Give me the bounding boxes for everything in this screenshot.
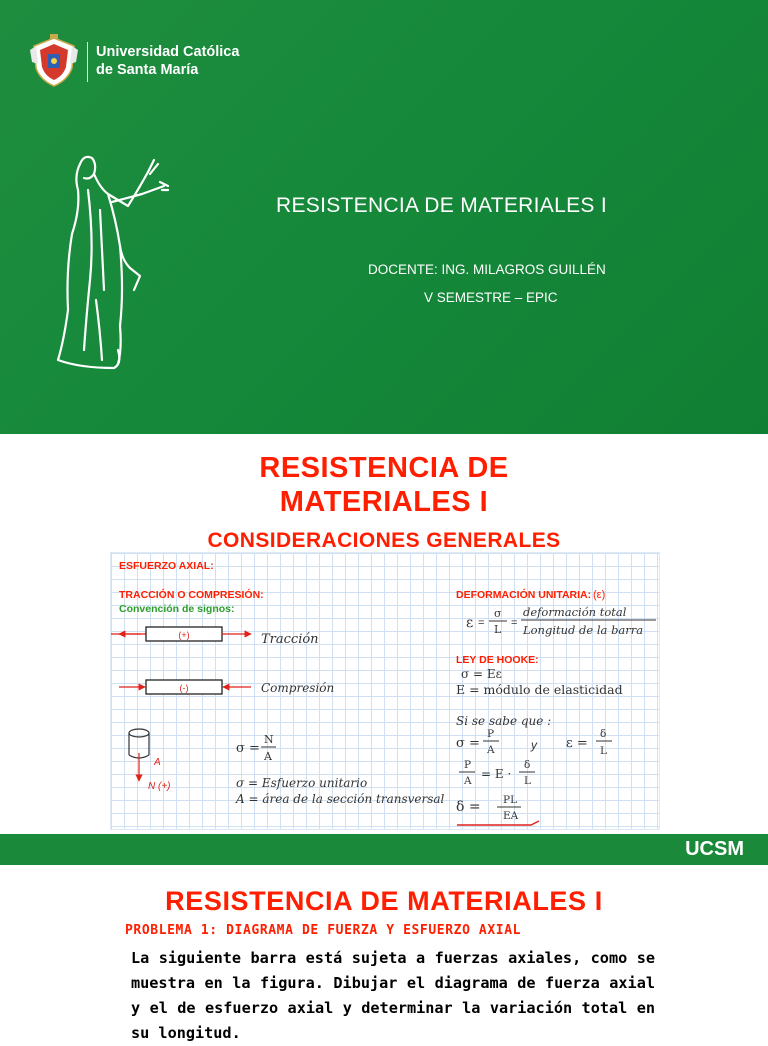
frac-l2: L: [524, 775, 531, 787]
instructor-label: DOCENTE: ING. MILAGROS GUILLÉN: [368, 262, 606, 277]
frac-delta2: δ: [524, 759, 531, 771]
logo-divider: [87, 42, 88, 82]
frac-sigma: σ: [494, 607, 502, 620]
general-considerations-slide: [0, 434, 768, 865]
slide-title-line1: RESISTENCIA DE: [259, 452, 509, 484]
label-convencion-signos: Convención de signos:: [119, 603, 235, 615]
semester-label: V SEMESTRE – EPIC: [424, 290, 558, 305]
eps-lhs: ε =: [566, 736, 588, 751]
slide-subtitle: CONSIDERACIONES GENERALES: [207, 529, 561, 552]
frac-delta1: δ: [600, 728, 607, 740]
problem-statement: La siguiente barra está sujeta a fuerzas axiales, como se muestra en la figura. Dibujar el diagrama de fuerza axial y el de esfuerzo axial y determinar la variación total en su longitud.: [131, 949, 655, 1042]
presentation-title: RESISTENCIA DE MATERIALES I: [276, 194, 607, 217]
deformacion-total: deformación total: [523, 605, 627, 619]
problem-heading: PROBLEMA 1: DIAGRAMA DE FUERZA Y ESFUERZO AXIAL: [125, 923, 522, 938]
deformacion-symbol: (ε): [593, 589, 606, 601]
hooke-equation: σ = Eε: [461, 667, 502, 681]
label-deformacion-unitaria: DEFORMACIÓN UNITARIA:: [456, 589, 592, 601]
frac-p2: P: [464, 759, 472, 771]
notes-canvas: [111, 553, 661, 831]
tension-sign: (+): [178, 630, 190, 640]
normal-force-label: N (+): [148, 781, 171, 792]
university-crest-icon: [26, 34, 82, 90]
frac-ea: EA: [503, 810, 519, 822]
handwritten-notes-panel: [110, 552, 660, 830]
sigma-na-lhs: σ =: [236, 741, 260, 756]
title-slide: [0, 0, 768, 434]
area-label-a: A: [154, 757, 161, 768]
frac-a2: A: [464, 775, 472, 787]
university-name-line2: de Santa María: [96, 62, 199, 78]
eq-sign-1: =: [478, 617, 485, 629]
si-se-sabe: Si se sabe que :: [456, 714, 552, 728]
conj-y: y: [531, 738, 537, 752]
university-name-line1: Universidad Católica: [96, 44, 240, 60]
frac-n: N: [264, 733, 274, 746]
frac-a: A: [264, 750, 272, 763]
traccion-label: Tracción: [261, 632, 319, 647]
frac-l: L: [494, 623, 502, 636]
esfuerzo-unitario-def: σ = Esfuerzo unitario: [236, 776, 368, 790]
underline-mark: [457, 821, 539, 825]
label-esfuerzo-axial: ESFUERZO AXIAL:: [119, 560, 214, 572]
compression-sign: (-): [179, 683, 189, 693]
frac-l1: L: [600, 745, 607, 757]
compresion-label: Compresión: [261, 681, 335, 695]
frac-pl: PL: [503, 794, 518, 806]
modulo-elasticidad: E = módulo de elasticidad: [456, 682, 623, 697]
problem-slide: [0, 865, 768, 1042]
label-traccion-compresion: TRACCIÓN O COMPRESIÓN:: [119, 589, 264, 601]
frac-p1: P: [487, 728, 495, 740]
footer-bar: [0, 834, 768, 865]
sigma-pa-lhs: σ =: [456, 736, 480, 751]
footer-logo: UCSM: [685, 838, 744, 860]
eq-e-dot: = E ·: [481, 767, 512, 781]
university-name: [96, 43, 239, 79]
frac-a1: A: [487, 744, 495, 756]
area-seccion-def: A = área de la sección transversal: [236, 792, 445, 806]
slide-title: RESISTENCIA DE MATERIALES I: [165, 886, 603, 916]
label-ley-hooke: LEY DE HOOKE:: [456, 654, 539, 666]
delta-lhs: δ =: [456, 799, 481, 815]
eq-sign-2: =: [511, 617, 518, 629]
slide-title-line2: MATERIALES I: [279, 486, 489, 518]
longitud-barra: Longitud de la barra: [523, 623, 644, 637]
virgin-figure-icon: [50, 150, 180, 375]
eps-symbol: ε: [466, 615, 474, 631]
